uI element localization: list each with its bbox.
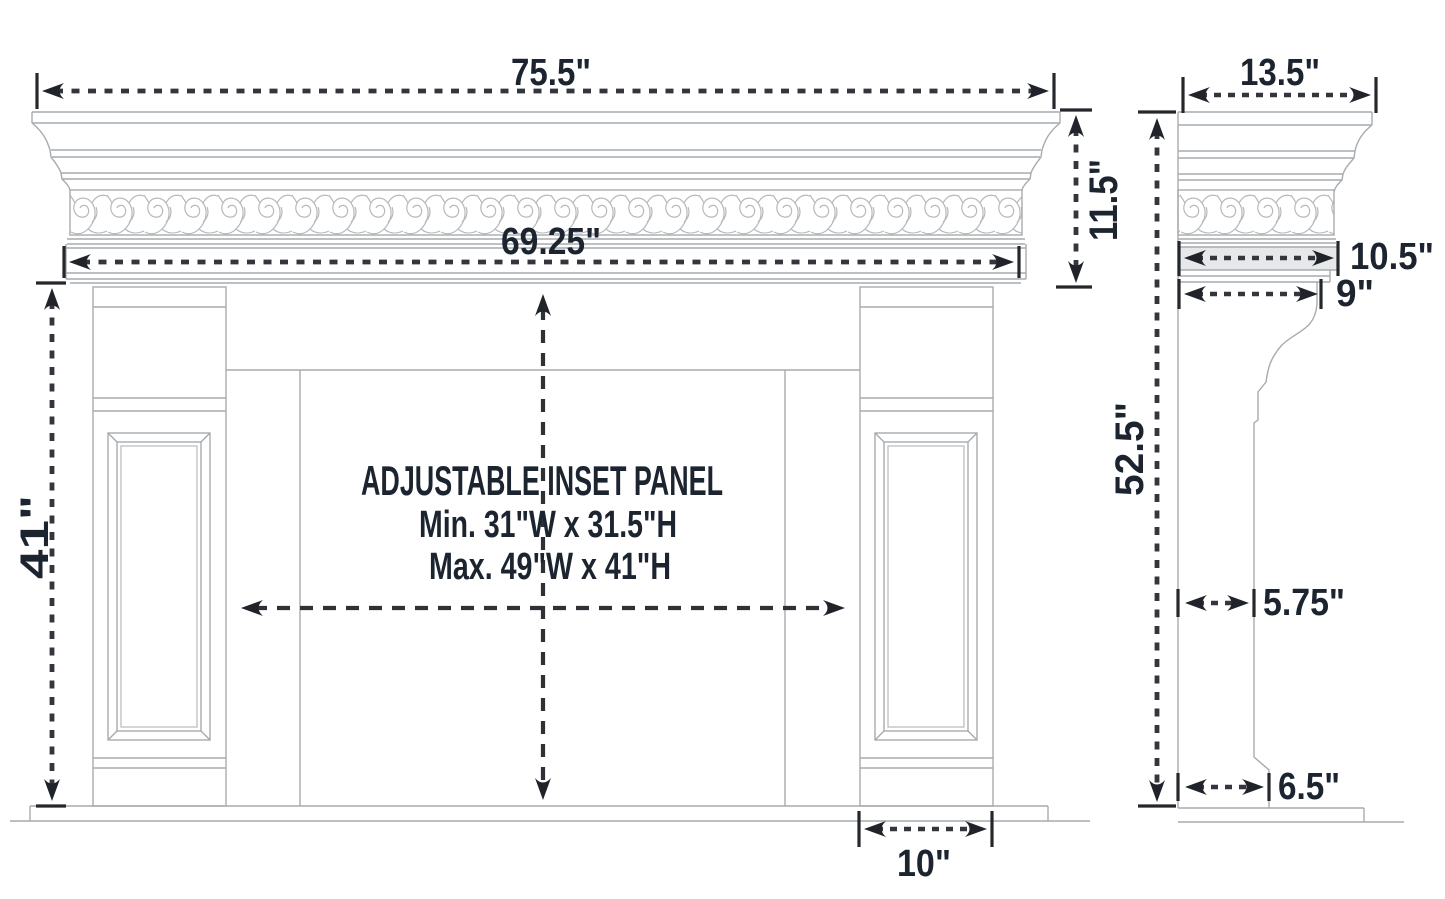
side-crown [1178, 112, 1372, 282]
dim-base-depth [1178, 766, 1340, 808]
dim-leg-depth [1178, 582, 1345, 624]
dim-overall-width [37, 52, 1054, 109]
dim-depth [1183, 52, 1376, 113]
depth-label: 13.5" [1240, 52, 1320, 94]
inset-panel-max: Max. 49"W x 41"H [429, 546, 671, 588]
leg-width-label: 10" [897, 843, 951, 885]
left-leg [93, 287, 226, 806]
shelf-width-label: 69.25" [501, 221, 601, 263]
right-leg [860, 287, 993, 806]
base-plinth [10, 806, 1090, 821]
dim-leg-height [13, 283, 66, 806]
base-depth-label: 6.5" [1278, 766, 1340, 808]
inset-panel-title: ADJUSTABLE INSET PANEL [361, 457, 723, 504]
side-scroll-frieze [1178, 190, 1334, 235]
dim-crown-height [1056, 110, 1126, 287]
inset-panel-min: Min. 31"W x 31.5"H [419, 504, 677, 546]
left-leg-panel [108, 433, 210, 740]
dim-leg-width [859, 811, 992, 885]
side-base [1178, 808, 1404, 822]
right-leg-panel [875, 433, 977, 740]
crown-height-label: 11.5" [1082, 146, 1126, 241]
dim-frieze-depth [1179, 273, 1374, 315]
side-view [1108, 52, 1434, 822]
shelf-depth-label: 10.5" [1350, 236, 1434, 278]
leg-depth-label: 5.75" [1263, 582, 1345, 624]
overall-height-label: 52.5" [1108, 399, 1152, 496]
frieze-depth-label: 9" [1336, 273, 1374, 315]
overall-width-label: 75.5" [511, 52, 591, 94]
front-view [10, 52, 1126, 885]
leg-height-label: 41" [13, 515, 57, 579]
inset-panel-label [361, 457, 723, 588]
